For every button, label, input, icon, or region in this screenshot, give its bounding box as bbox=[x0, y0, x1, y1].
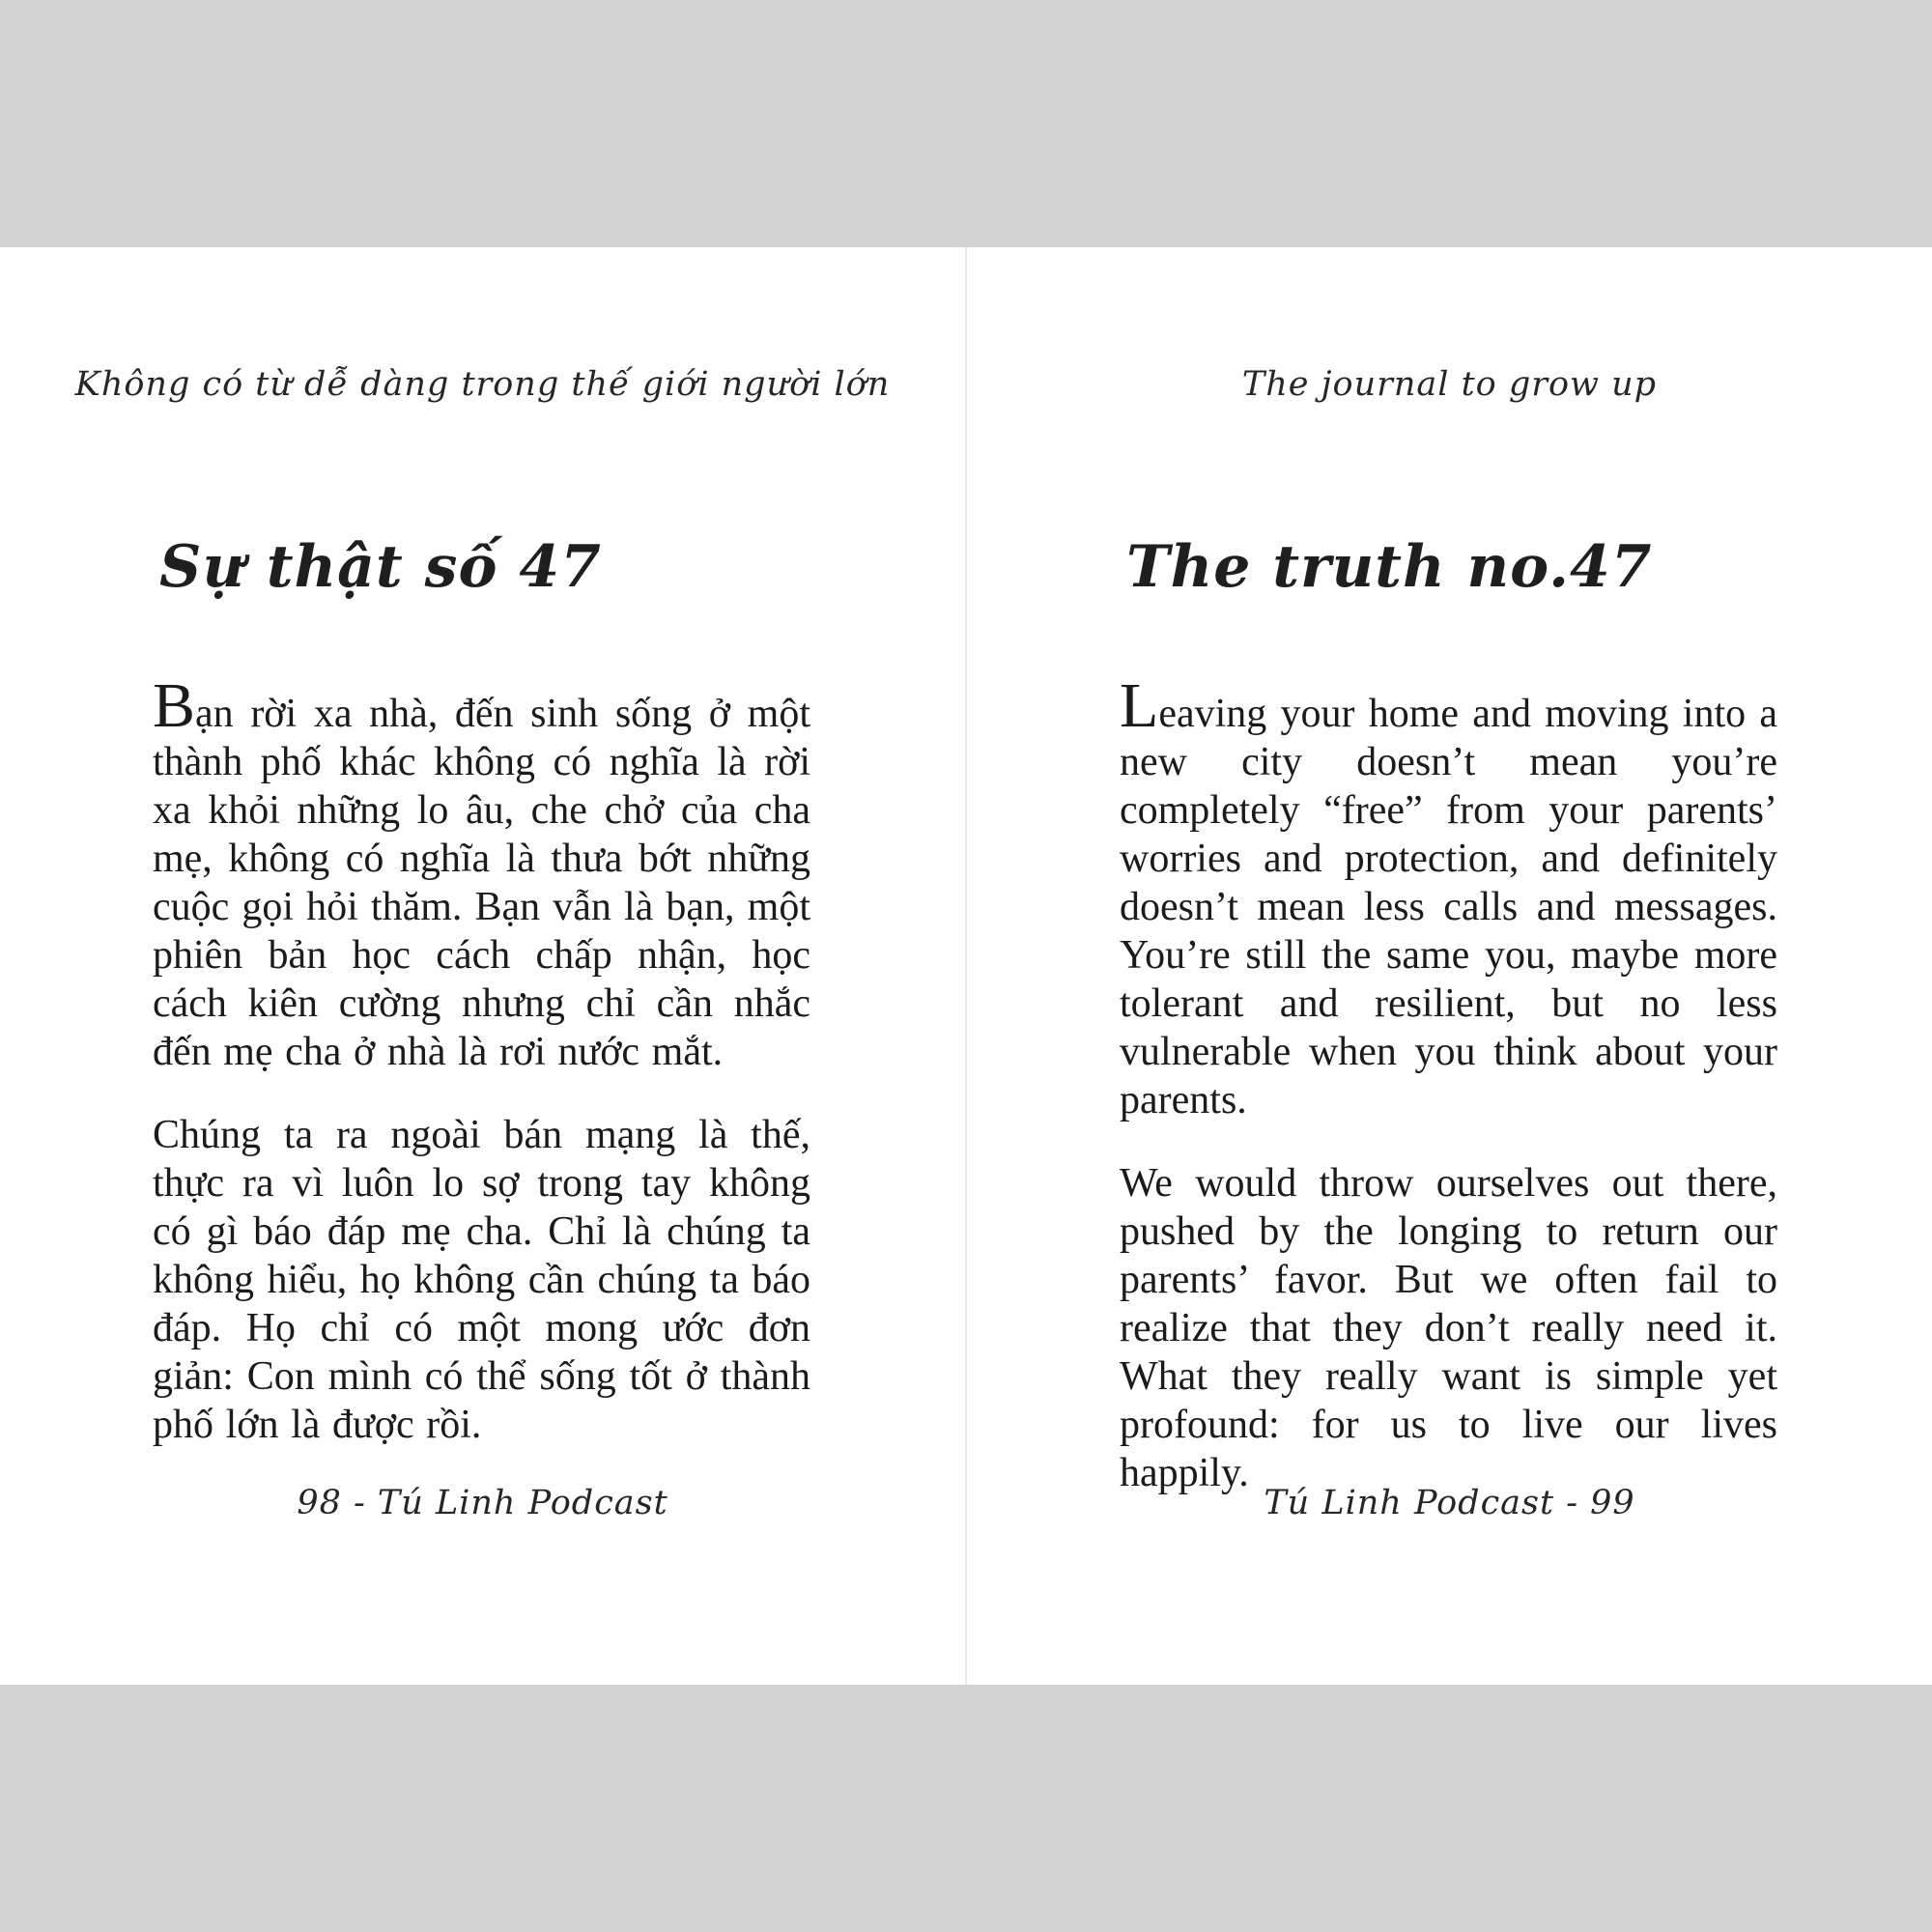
bottom-gray-band bbox=[0, 1685, 1932, 1932]
chapter-title-right: The truth no.47 bbox=[1126, 533, 1653, 601]
page-footer-right: Tú Linh Podcast - 99 bbox=[1264, 1484, 1635, 1522]
paragraph: We would throw ourselves out there, pushed by the longing to return our parents’ favor. But we often fail to realize that they don’t really need it. What they really want is simple yet profound: for us to live our lives happily. bbox=[1120, 1161, 1777, 1495]
book-spread bbox=[0, 247, 1932, 1685]
running-header-left: Không có từ dễ dàng trong thế giới người lớn bbox=[74, 365, 891, 404]
body-text-left bbox=[153, 670, 810, 1484]
body-text-right bbox=[1120, 670, 1777, 1532]
paragraph: Chúng ta ra ngoài bán mạng là thế, thực ra vì luôn lo sợ trong tay không có gì báo đáp mẹ cha. Chỉ là chúng ta không hiểu, họ không cần chúng ta báo đáp. Họ chỉ có một mong ước đơn giản: Con mình có thể sống tốt ở thành phố lớn là được rồi. bbox=[153, 1113, 810, 1447]
paragraph-text: ạn rời xa nhà, đến sinh sống ở một thành phố khác không có nghĩa là rời xa khỏi những lo âu, che chở của cha mẹ, không có nghĩa là thưa bớt những cuộc gọi hỏi thăm. Bạn vẫn là bạn, một phiên bản học cách chấp nhận, học cách kiên cường nhưng chỉ cần nhắc đến mẹ cha ở nhà là rơi nước mắt. bbox=[153, 692, 810, 1074]
paragraph bbox=[1120, 670, 1777, 1124]
raised-cap: B bbox=[153, 670, 196, 741]
raised-cap: L bbox=[1120, 670, 1159, 741]
running-header-right: The journal to grow up bbox=[1241, 365, 1658, 404]
paragraph bbox=[153, 670, 810, 1076]
page-footer-left: 98 - Tú Linh Podcast bbox=[297, 1484, 668, 1522]
paragraph-text: eaving your home and moving into a new city doesn’t mean you’re completely “free” from your parents’ worries and protection, and definitely doesn’t mean less calls and messages. You’re still the same you, maybe more tolerant and resilient, but no less vulnerable when you think about your parents. bbox=[1120, 692, 1777, 1122]
top-gray-band bbox=[0, 0, 1932, 247]
page-left bbox=[0, 247, 965, 1685]
page-right bbox=[967, 247, 1932, 1685]
chapter-title-left: Sự thật số 47 bbox=[159, 533, 602, 601]
